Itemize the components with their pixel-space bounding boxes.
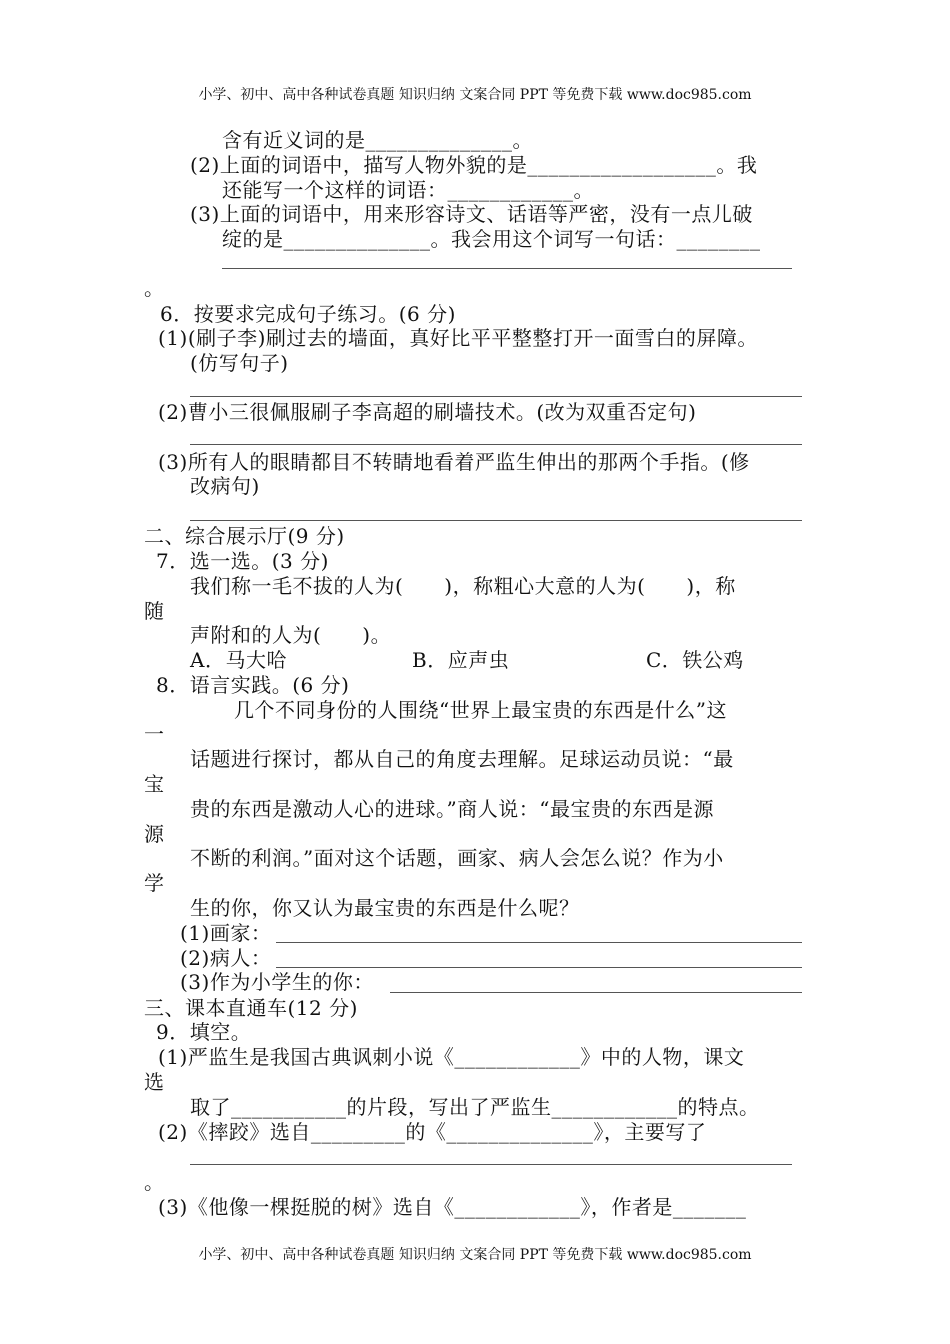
q8-line-1-wrap: 一 (144, 722, 165, 746)
answer-line[interactable] (276, 967, 802, 968)
q6-part-3a: (3)所有人的眼睛都目不转睛地看着严监生伸出的那两个手指。(修 (158, 450, 750, 474)
q5-line-2: (2)上面的词语中，描写人物外貌的是__________________。我 (190, 153, 758, 177)
q6-part-2: (2)曹小三很佩服刷子李高超的刷墙技术。(改为双重否定句) (158, 400, 697, 424)
q8-line-3: 贵的东西是激动人心的进球。”商人说：“最宝贵的东西是源 (190, 797, 714, 821)
q7-line-3: 声附和的人为( )。 (190, 623, 392, 647)
page-header: 小学、初中、高中各种试卷真题 知识归纳 文案合同 PPT 等免费下载 www.doc985.com (198, 87, 752, 103)
q7-line-2: 随 (144, 599, 165, 623)
q9-line-1: (1)严监生是我国古典讽刺小说《____________》中的人物，课文 (158, 1045, 745, 1069)
q8-answer-3-label: (3)作为小学生的你： (180, 970, 374, 994)
q9-line-4: 。 (144, 1170, 165, 1194)
q6-part-1b: (仿写句子) (190, 351, 289, 375)
answer-line[interactable] (190, 396, 802, 397)
q7-title: 7．选一选。(3 分) (156, 549, 329, 573)
section-3-title: 三、课本直通车(12 分) (144, 996, 358, 1020)
q8-line-4-wrap: 学 (144, 871, 165, 895)
answer-line[interactable] (390, 992, 802, 993)
q8-line-2: 话题进行探讨，都从自己的角度去理解。足球运动员说：“最 (190, 747, 734, 771)
q8-line-5: 生的你，你又认为最宝贵的东西是什么呢？ (190, 896, 580, 920)
q5-line-3: 还能写一个这样的词语：____________。 (222, 178, 594, 202)
q8-answer-1-label: (1)画家： (180, 921, 272, 945)
answer-line[interactable] (222, 268, 792, 269)
q5-line-5: 绽的是______________。我会用这个词写一句话：________ (222, 227, 761, 251)
q5-line-4: (3)上面的词语中，用来形容诗文、话语等严密，没有一点儿破 (190, 202, 753, 226)
q8-line-2-wrap: 宝 (144, 772, 165, 796)
answer-line[interactable] (190, 1164, 792, 1165)
section-2-title: 二、综合展示厅(9 分) (144, 524, 345, 548)
q8-line-3-wrap: 源 (144, 822, 165, 846)
answer-line[interactable] (190, 520, 802, 521)
q9-line-1-wrap: 选 (144, 1070, 165, 1094)
q6-part-1a: (1)(刷子李)刷过去的墙面，真好比平平整整打开一面雪白的屏障。 (158, 326, 758, 350)
q8-line-4: 不断的利润。”面对这个话题，画家、病人会怎么说？作为小 (190, 846, 724, 870)
q8-title: 8．语言实践。(6 分) (156, 673, 350, 697)
q7-option-b: B．应声虫 (412, 648, 510, 672)
q7-option-a: A．马大哈 (190, 648, 287, 672)
q6-part-3b: 改病句) (190, 474, 260, 498)
q5-line-6: 。 (144, 276, 165, 300)
q8-line-1: 几个不同身份的人围绕“世界上最宝贵的东西是什么”这 (234, 698, 727, 722)
q5-line-1: 含有近义词的是______________。 (222, 128, 533, 152)
q9-line-3: (2)《摔跤》选自_________的《______________》，主要写了 (158, 1120, 707, 1144)
q9-line-5: (3)《他像一棵挺脱的树》选自《____________》，作者是_______ (158, 1195, 747, 1219)
answer-line[interactable] (190, 444, 802, 445)
q7-line-1: 我们称一毛不拔的人为( )，称粗心大意的人为( )，称 (190, 574, 736, 598)
q7-option-c: C．铁公鸡 (646, 648, 744, 672)
page-footer: 小学、初中、高中各种试卷真题 知识归纳 文案合同 PPT 等免费下载 www.doc985.com (198, 1247, 752, 1263)
q9-title: 9．填空。 (156, 1020, 252, 1044)
q8-answer-2-label: (2)病人： (180, 946, 272, 970)
q9-line-2: 取了___________的片段，写出了严监生____________的特点。 (190, 1095, 760, 1119)
answer-line[interactable] (276, 942, 802, 943)
q6-title: 6．按要求完成句子练习。(6 分) (160, 302, 456, 326)
